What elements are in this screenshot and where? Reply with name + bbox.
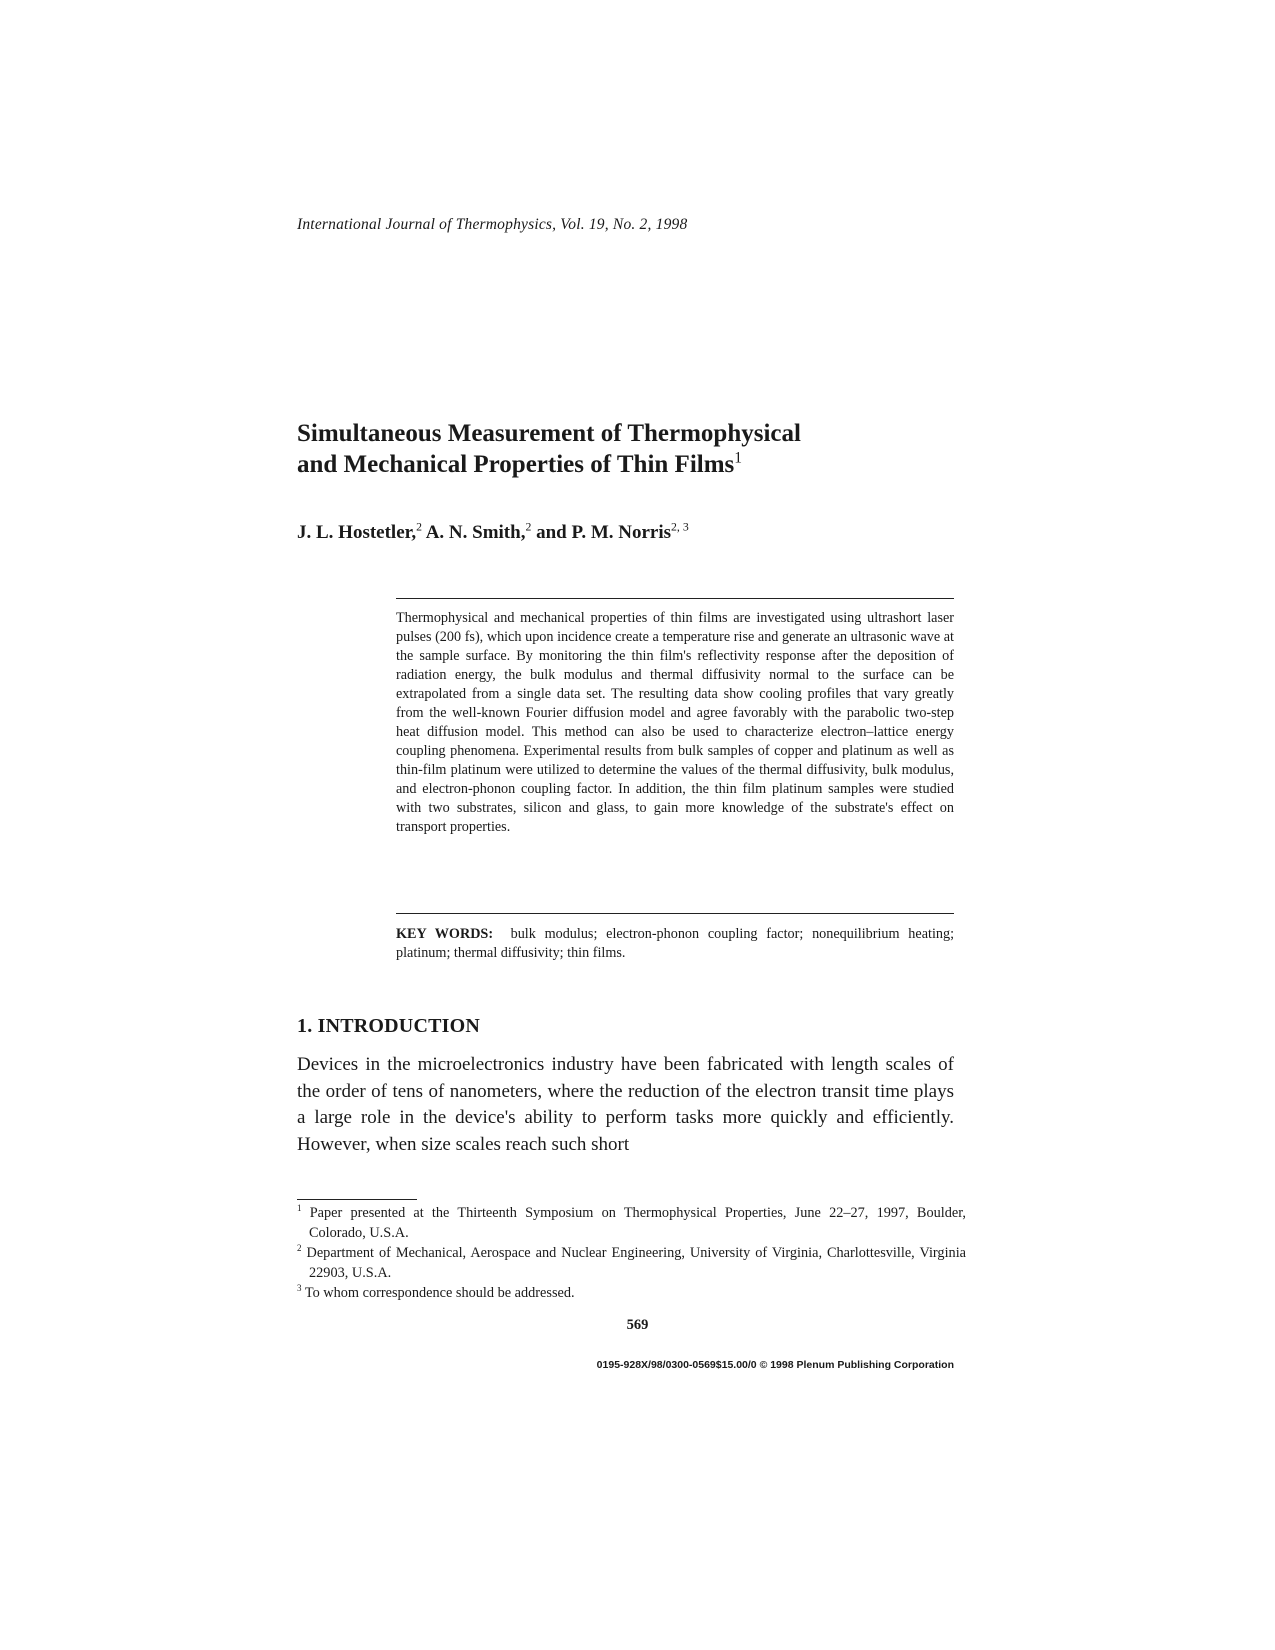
abstract-text: Thermophysical and mechanical properties of thin films are investigated using ultrashort laser pulses (200 fs), which upon incidence create a temperature rise and generate an ultrasonic wave at the sample surface. By monitoring the thin film's reflectivity response after the deposition of radiation energy, the bulk modulus and thermal diffusivity normal to the surface can be extrapolated from a single data set. The resulting data show cooling profiles that vary greatly from the well-known Fourier diffusion model and agree favorably with the parabolic two-step heat diffusion model. This method can also be used to characterize electron–lattice energy coupling phenomena. Experimental results from bulk samples of copper and platinum as well as thin-film platinum were utilized to determine the values of the thermal diffusivity, bulk modulus, and electron-phonon coupling factor. In addition, the thin film platinum samples were studied with two substrates, silicon and glass, to gain more knowledge of the substrate's effect on transport properties. [396,610,954,835]
keywords [396,925,954,963]
author-name: and P. M. Norris [536,522,672,543]
abstract-top-rule [396,598,954,599]
footnote-text: Paper presented at the Thirteenth Symposium on Thermophysical Properties, June 22–27, 1997, Boulder, Colorado, U.S.A. [309,1205,966,1241]
footnote-1 [297,1203,966,1243]
author-affiliation-mark: 2, 3 [671,520,689,534]
footnote-text: Department of Mechanical, Aerospace and Nuclear Engineering, University of Virginia, Charlottesville, Virginia 22903, U.S.A. [306,1245,967,1281]
author-affiliation-mark: 2 [525,520,532,534]
journal-header: International Journal of Thermophysics, Vol. 19, No. 2, 1998 [297,216,688,233]
footnote-mark: 2 [297,1243,302,1254]
footnote-rule [297,1199,417,1200]
footnote-3 [297,1283,966,1303]
title-line-2 [297,449,937,480]
footnote-text: To whom correspondence should be addressed. [304,1285,575,1301]
title-footnote-mark: 1 [734,449,743,467]
paper-title [297,418,937,480]
page-number: 569 [626,1317,649,1333]
title-line-1: Simultaneous Measurement of Thermophysical [297,420,801,447]
footnote-2 [297,1243,966,1283]
copyright-line: 0195-928X/98/0300-0569$15.00/0 © 1998 Plenum Publishing Corporation [596,1359,954,1371]
introduction-text: Devices in the microelectronics industry have been fabricated with length scales of the order of tens of nanometers, where the reduction of the electron transit time plays a large role in the device's ability to perform tasks more quickly and efficiently. However, when size scales reach such short [297,1054,954,1155]
author-name: J. L. Hostetler, [297,522,417,543]
section-heading: 1. INTRODUCTION [297,1015,481,1037]
keywords-text: bulk modulus; electron-phonon coupling factor; nonequilibrium heating; platinum; thermal diffusivity; thin films. [396,926,955,961]
author-list [297,522,689,544]
author-name: A. N. Smith, [425,522,526,543]
title-line-2-text: and Mechanical Properties of Thin Films [297,451,735,478]
abstract-bottom-rule [396,913,954,914]
footnote-mark: 1 [297,1203,302,1214]
author-affiliation-mark: 2 [416,520,422,534]
keywords-label: KEY WORDS: [396,926,494,942]
footnote-mark: 3 [297,1283,302,1294]
